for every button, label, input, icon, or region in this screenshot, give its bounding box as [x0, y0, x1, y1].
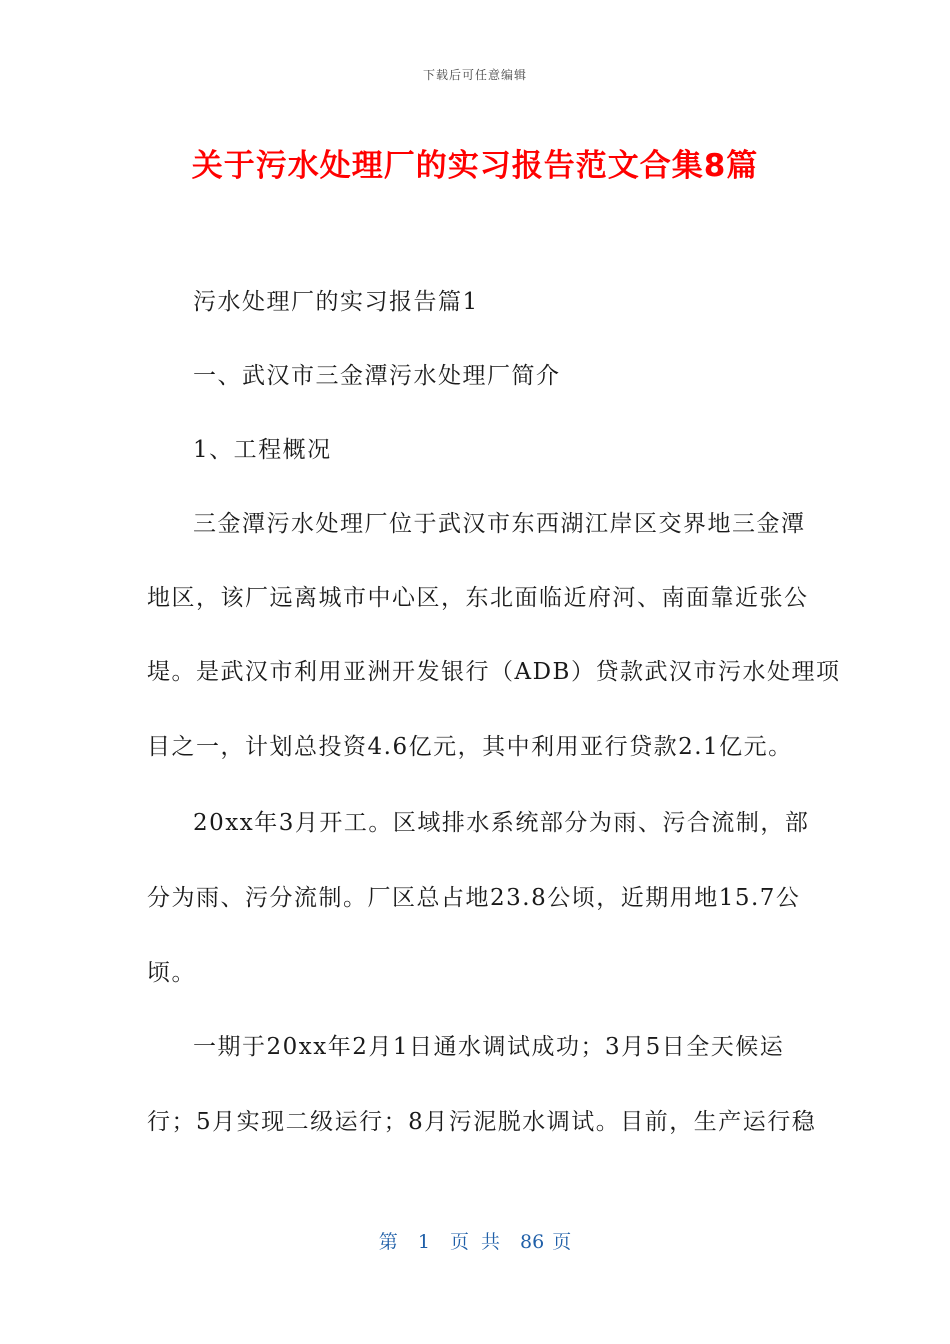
paragraph-line: 堤。是武汉市利用亚洲开发银行（ADB）贷款武汉市污水处理项 — [147, 659, 841, 685]
paragraph-line: 行；5月实现二级运行；8月污泥脱水调试。目前，生产运行稳 — [147, 1109, 817, 1135]
paragraph-line: 三金潭污水处理厂位于武汉市东西湖江岸区交界地三金潭 — [193, 511, 806, 537]
paragraph-line: 20xx年3月开工。区域排水系统部分为雨、污合流制，部 — [193, 810, 810, 836]
paragraph-line: 顷。 — [147, 960, 196, 986]
subsection-heading: 一、武汉市三金潭污水处理厂简介 — [193, 363, 561, 389]
header-note: 下载后可任意编辑 — [422, 68, 527, 82]
footer-prefix: 第 — [378, 1231, 398, 1253]
footer-middle: 页 共 — [449, 1231, 500, 1253]
footer-total-pages: 86 — [520, 1231, 545, 1253]
paragraph-line: 一期于20xx年2月1日通水调试成功；3月5日全天候运 — [193, 1034, 785, 1060]
document-title: 关于污水处理厂的实习报告范文合集8篇 — [191, 148, 759, 184]
paragraph-line: 目之一，计划总投资4.6亿元，其中利用亚行贷款2.1亿元。 — [147, 734, 793, 760]
footer-page-number: 1 — [417, 1231, 430, 1253]
page-footer — [0, 1227, 950, 1254]
subsection-heading: 1、工程概况 — [193, 437, 332, 463]
section-heading: 污水处理厂的实习报告篇1 — [193, 289, 479, 315]
paragraph-line: 地区，该厂远离城市中心区，东北面临近府河、南面靠近张公 — [147, 585, 809, 611]
paragraph-line: 分为雨、污分流制。厂区总占地23.8公顷，近期用地15.7公 — [147, 885, 801, 911]
footer-suffix: 页 — [552, 1231, 572, 1253]
